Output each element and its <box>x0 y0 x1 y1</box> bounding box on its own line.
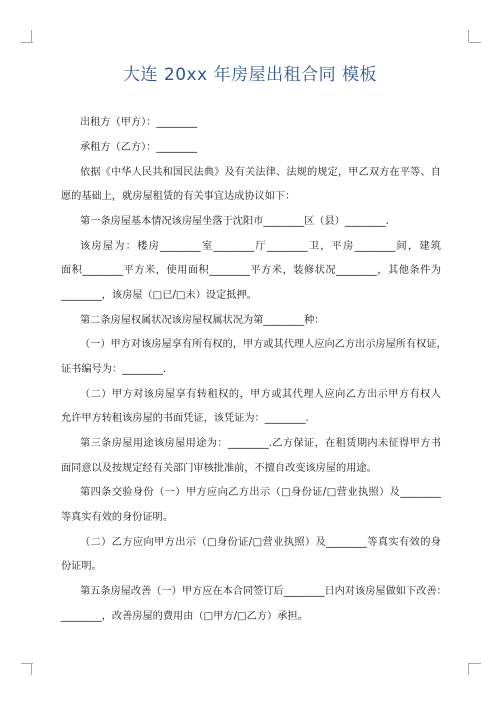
article-2-line-5: 允许甲方转租该房屋的书面凭证，该凭证为：________. <box>61 413 309 424</box>
article-4-line-3: （二）乙方应向甲方出示（□身份证/□营业执照）及________等真实有效的身 <box>80 537 441 548</box>
article-2-line-3: 证书编号为：________. <box>61 364 167 375</box>
article-5-line-2: ________，改善房屋的费用由（□甲方/□乙方）承担。 <box>61 611 308 622</box>
article-2-line-1: 第二条房屋权属状况该房屋权属状况为第________种： <box>80 315 325 326</box>
article-1-line-2: 该房屋为：楼房________室________厅________卫，平房________间，建筑 <box>80 241 441 252</box>
document-title: 大连 20xx 年房屋出租合同 模板 <box>123 65 377 85</box>
article-4-line-1: 第四条交验身份（一）甲方应向乙方出示（□身份证/□营业执照）及________ <box>80 487 441 498</box>
article-5-line-1: 第五条房屋改善（一）甲方应在本合同签订后________日内对该房屋做如下改善： <box>80 586 447 597</box>
article-2-line-4: （二）甲方对该房屋享有转租权的，甲方或其代理人应向乙方出示甲方有权人 <box>80 389 441 400</box>
article-3-line-1: 第三条房屋用途该房屋用途为：________.乙方保证，在租赁期内未征得甲方书 <box>80 438 441 449</box>
article-1-line-3: 面积________平方米，使用面积________平方米，装修状况________，其他条件为 <box>61 265 441 276</box>
article-2-line-2: （一）甲方对该房屋享有所有权的，甲方或其代理人应向乙方出示房屋所有权证， <box>80 339 447 350</box>
article-4-line-2: 等真实有效的身份证明。 <box>61 512 174 523</box>
lessee-line: 承租方（乙方）：________ <box>80 142 198 153</box>
preamble-line-1: 依据《中华人民共和国民法典》及有关法律、法规的规定，甲乙双方在平等、自 <box>80 167 441 178</box>
lessor-line: 出租方（甲方）：________ <box>80 117 198 128</box>
article-4-line-4: 份证明。 <box>61 561 102 572</box>
article-3-line-2: 面同意以及按规定经有关部门审核批准前，不擅自改变该房屋的用途。 <box>61 463 377 474</box>
article-1-line-1: 第一条房屋基本情况该房屋坐落于沈阳市________区（县）________. <box>80 216 389 227</box>
preamble-line-2: 愿的基础上，就房屋租赁的有关事宜达成协议如下： <box>61 191 296 202</box>
article-1-line-4: ________，该房屋（□已/□未）设定抵押。 <box>61 290 257 301</box>
